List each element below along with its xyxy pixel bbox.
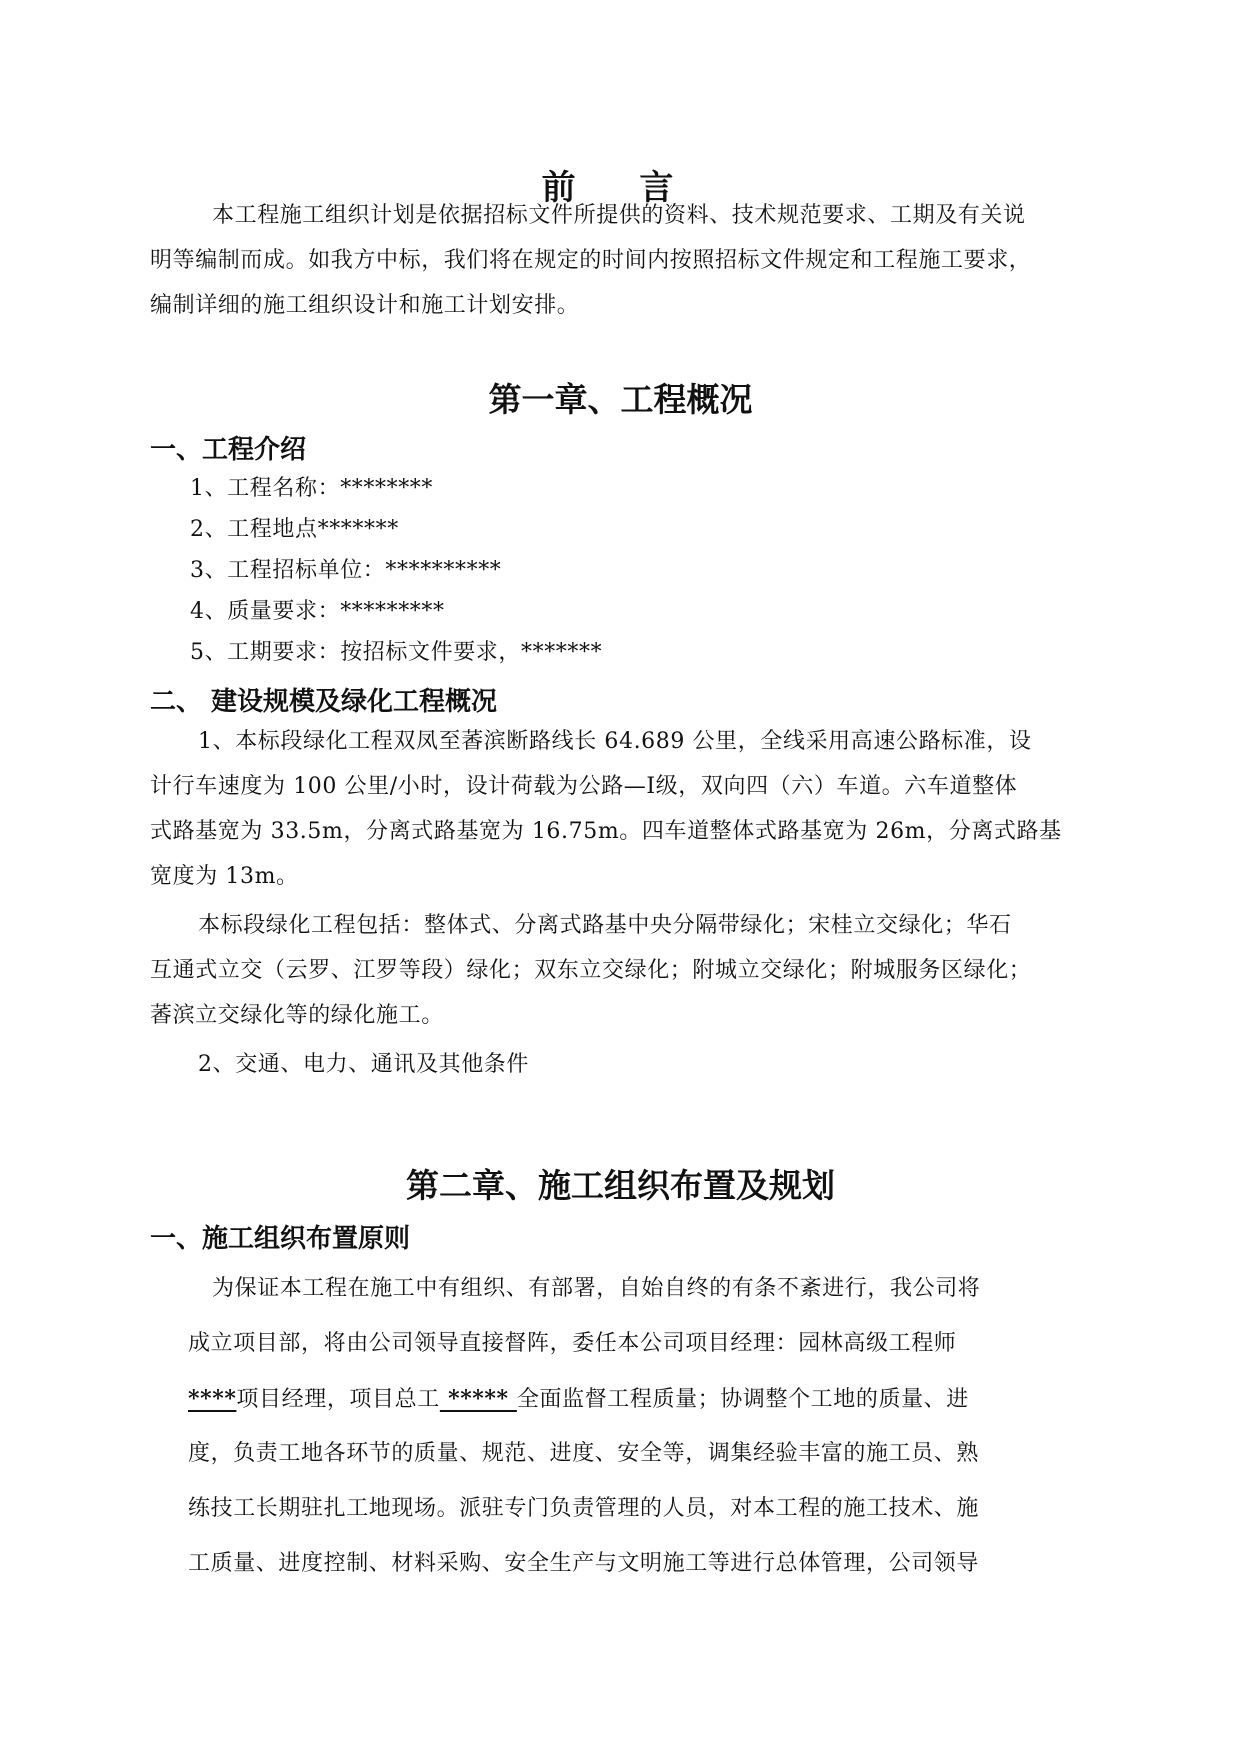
chapter1-section2-title: 二、 建设规模及绿化工程概况	[150, 687, 498, 717]
chapter1-title: 第一章、工程概况	[488, 380, 753, 419]
principle-paragraph-line: 工质量、进度控制、材料采购、安全生产与文明施工等进行总体管理，公司领导	[188, 1551, 980, 1576]
project-info-item: 4、质量要求：*********	[190, 599, 445, 624]
chapter2-title: 第二章、施工组织布置及规划	[406, 1166, 835, 1205]
preface-line: 编制详细的施工组织设计和施工计划安排。	[150, 293, 580, 318]
principle-paragraph-line: 度，负责工地各环节的质量、规范、进度、安全等，调集经验丰富的施工员、熟	[188, 1441, 980, 1466]
preface-line: 明等编制而成。如我方中标，我们将在规定的时间内按照招标文件规定和工程施工要求，	[150, 248, 1032, 273]
manager-name-redacted: ****	[188, 1386, 237, 1412]
text-segment: 全面监督工程质量；协调整个工地的质量、进	[516, 1387, 969, 1412]
project-info-item: 5、工期要求：按招标文件要求，*******	[190, 640, 603, 665]
preface-title: 前 言	[541, 168, 700, 208]
project-info-item: 1、工程名称：********	[190, 476, 433, 501]
chapter2-section1-title: 一、施工组织布置原则	[150, 1224, 411, 1254]
chief-engineer-name-redacted: *****	[439, 1386, 517, 1412]
principle-paragraph-line: 成立项目部，将由公司领导直接督阵，委任本公司项目经理：园林高级工程师	[188, 1331, 957, 1356]
project-info-item: 2、工程地点*******	[190, 517, 399, 542]
chapter1-section1-title: 一、工程介绍	[150, 435, 307, 465]
scope-paragraph-line: 本标段绿化工程包括：整体式、分离式路基中央分隔带绿化；宋桂立交绿化；华石	[198, 913, 1012, 938]
preface-line: 本工程施工组织计划是依据招标文件所提供的资料、技术规范要求、工期及有关说	[212, 203, 1026, 228]
principle-paragraph-line: 练技工长期驻扎工地现场。派驻专门负责管理的人员，对本工程的施工技术、施	[188, 1496, 980, 1521]
text-segment: 项目经理，项目总工	[236, 1387, 440, 1412]
principle-paragraph-line	[188, 1384, 969, 1415]
scale-paragraph-line: 式路基宽为 33.5m，分离式路基宽为 16.75m。四车道整体式路基宽为 26m，分离式路基	[150, 819, 1062, 844]
scale-paragraph-line: 计行车速度为 100 公里/小时，设计荷载为公路—Ⅰ级，双向四（六）车道。六车道整体	[150, 774, 1018, 799]
scale-paragraph-line: 1、本标段绿化工程双凤至萫滨断路线长 64.689 公里，全线采用高速公路标准，设	[198, 729, 1032, 754]
principle-paragraph-line: 为保证本工程在施工中有组织、有部署，自始自终的有条不紊进行，我公司将	[212, 1276, 981, 1301]
project-info-item: 3、工程招标单位：**********	[190, 558, 502, 583]
conditions-item: 2、交通、电力、通讯及其他条件	[198, 1052, 529, 1077]
scope-paragraph-line: 互通式立交（云罗、江罗等段）绿化；双东立交绿化；附城立交绿化；附城服务区绿化；	[150, 958, 1032, 983]
scale-paragraph-line: 宽度为 13m。	[150, 864, 299, 889]
scope-paragraph-line: 萫滨立交绿化等的绿化施工。	[150, 1003, 444, 1028]
